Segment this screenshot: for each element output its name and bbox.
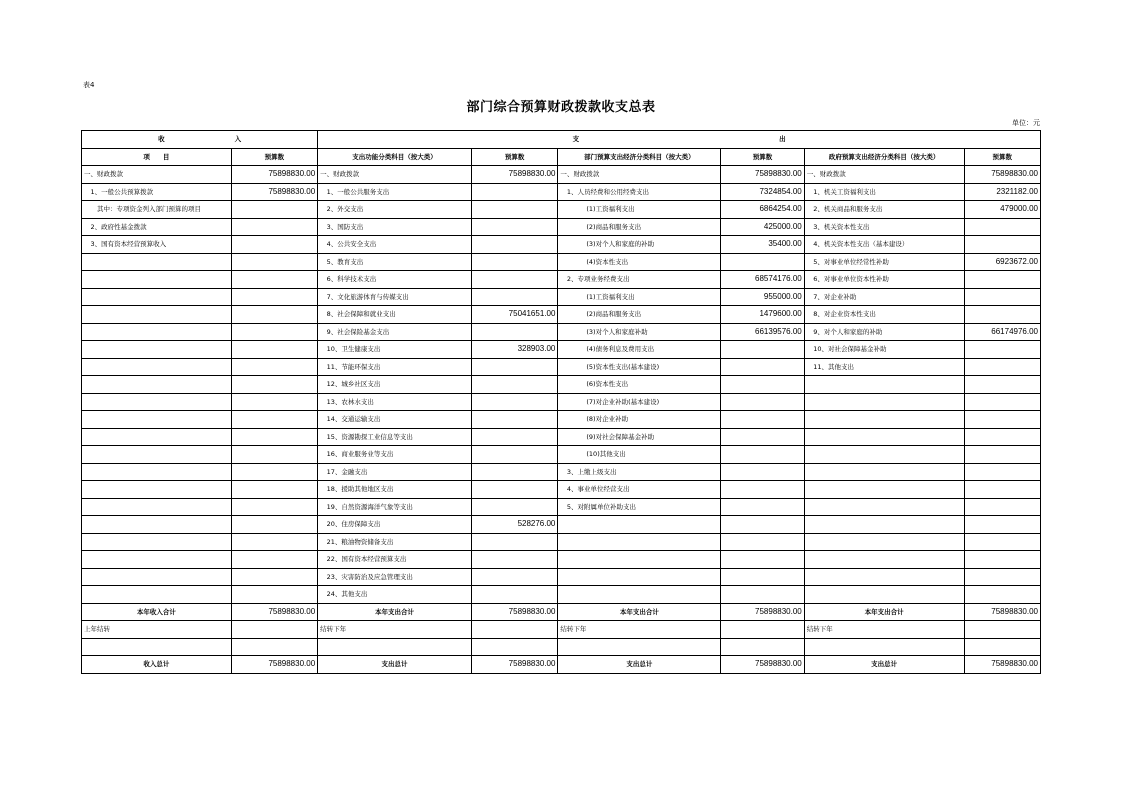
item-label-cell: 6、对事业单位资本性补助 <box>804 271 964 289</box>
budget-value-cell <box>471 236 558 254</box>
budget-value-cell <box>471 568 558 586</box>
budget-value-cell: 68574176.00 <box>721 271 804 289</box>
item-label-cell <box>804 586 964 604</box>
budget-value-cell <box>471 586 558 604</box>
budget-value-cell <box>471 411 558 429</box>
item-label-cell <box>82 568 232 586</box>
income-section-header <box>82 131 318 149</box>
budget-value-cell: 2321182.00 <box>964 183 1040 201</box>
table-row <box>82 376 1041 394</box>
item-label-cell: (3)对个人和家庭补助 <box>558 323 721 341</box>
budget-value-cell <box>964 551 1040 569</box>
item-label-cell <box>804 376 964 394</box>
budget-value-cell <box>231 533 318 551</box>
table-row <box>82 586 1041 604</box>
budget-value-cell <box>231 428 318 446</box>
budget-value-cell <box>721 463 804 481</box>
item-label-cell: (5)资本性支出(基本建设) <box>558 358 721 376</box>
item-label-cell: 4、事业单位经营支出 <box>558 481 721 499</box>
item-label-cell: (10)其他支出 <box>558 446 721 464</box>
budget-value-cell <box>964 288 1040 306</box>
table-row <box>82 341 1041 359</box>
budget-value-cell <box>721 568 804 586</box>
item-label-cell: 13、农林水支出 <box>318 393 472 411</box>
table-row <box>82 218 1041 236</box>
item-label-cell: (4)债务利息及费用支出 <box>558 341 721 359</box>
budget-value-cell <box>471 201 558 219</box>
item-label-cell <box>804 446 964 464</box>
item-label-cell: 22、国有资本经营预算支出 <box>318 551 472 569</box>
item-label-cell <box>804 533 964 551</box>
budget-value-cell <box>471 446 558 464</box>
carry-over-row <box>82 621 1041 639</box>
item-label-cell: (9)对社会保障基金补助 <box>558 428 721 446</box>
budget-value-cell <box>964 218 1040 236</box>
table-row <box>82 516 1041 534</box>
table-row <box>82 463 1041 481</box>
item-label-cell: 1、一般公共服务支出 <box>318 183 472 201</box>
table-row <box>82 498 1041 516</box>
budget-value-cell <box>721 586 804 604</box>
item-label-cell: 7、文化旅游体育与传媒支出 <box>318 288 472 306</box>
grand-totals-row <box>82 656 1041 674</box>
item-label-cell: 11、节能环保支出 <box>318 358 472 376</box>
budget-value-cell <box>721 498 804 516</box>
grand-total-label: 支出总计 <box>558 656 721 674</box>
budget-value-cell <box>231 481 318 499</box>
budget-value-cell: 955000.00 <box>721 288 804 306</box>
budget-value-cell <box>231 341 318 359</box>
column-header: 支出功能分类科目（按大类） <box>318 148 472 166</box>
total-label: 本年支出合计 <box>318 603 472 621</box>
budget-value-cell <box>471 183 558 201</box>
budget-value-cell <box>231 358 318 376</box>
budget-value-cell: 66139576.00 <box>721 323 804 341</box>
grand-total-label: 支出总计 <box>318 656 472 674</box>
item-label-cell: 4、机关资本性支出（基本建设） <box>804 236 964 254</box>
budget-value-cell <box>471 271 558 289</box>
item-label-cell <box>558 568 721 586</box>
budget-value-cell <box>964 271 1040 289</box>
item-label-cell <box>804 498 964 516</box>
item-label-cell <box>82 253 232 271</box>
income-section-char-2: 入 <box>234 135 242 144</box>
budget-value-cell <box>231 271 318 289</box>
table-row <box>82 428 1041 446</box>
item-label-cell: 3、国有资本经营预算收入 <box>82 236 232 254</box>
item-label-cell: 10、卫生健康支出 <box>318 341 472 359</box>
budget-value-cell <box>471 253 558 271</box>
unit-label: 单位：元 <box>1012 119 1040 127</box>
item-label-cell: 4、公共安全支出 <box>318 236 472 254</box>
carry-value <box>471 621 558 639</box>
carry-value <box>721 621 804 639</box>
item-label-cell <box>804 411 964 429</box>
table-row <box>82 533 1041 551</box>
item-label-cell: 15、资源勘探工业信息等支出 <box>318 428 472 446</box>
item-label-cell: 其中：专项资金列入部门预算的项目 <box>82 201 232 219</box>
budget-value-cell <box>964 358 1040 376</box>
total-value: 75898830.00 <box>721 603 804 621</box>
expense-section-char-2: 出 <box>779 135 786 144</box>
item-label-cell: (8)对企业补助 <box>558 411 721 429</box>
column-header: 部门预算支出经济分类科目（按大类） <box>558 148 721 166</box>
budget-value-cell <box>721 551 804 569</box>
budget-value-cell <box>231 551 318 569</box>
budget-value-cell <box>964 393 1040 411</box>
budget-value-cell <box>471 376 558 394</box>
table-body <box>82 166 1041 604</box>
budget-value-cell <box>721 446 804 464</box>
budget-value-cell: 66174976.00 <box>964 323 1040 341</box>
budget-value-cell <box>231 323 318 341</box>
budget-value-cell <box>964 586 1040 604</box>
budget-value-cell: 75898830.00 <box>471 166 558 184</box>
item-label-cell <box>804 516 964 534</box>
budget-value-cell: 75041651.00 <box>471 306 558 324</box>
budget-value-cell: 6923672.00 <box>964 253 1040 271</box>
budget-value-cell <box>964 516 1040 534</box>
column-header: 预算数 <box>231 148 318 166</box>
budget-value-cell <box>964 533 1040 551</box>
budget-value-cell <box>721 533 804 551</box>
item-label-cell: 1、一般公共预算拨款 <box>82 183 232 201</box>
total-value: 75898830.00 <box>471 603 558 621</box>
budget-value-cell <box>471 323 558 341</box>
budget-value-cell <box>231 463 318 481</box>
grand-total-value: 75898830.00 <box>231 656 318 674</box>
table-number: 表4 <box>83 81 95 89</box>
budget-value-cell <box>471 533 558 551</box>
budget-value-cell <box>964 411 1040 429</box>
budget-value-cell <box>964 341 1040 359</box>
item-label-cell: (1)工资福利支出 <box>558 201 721 219</box>
budget-value-cell <box>471 498 558 516</box>
column-header: 预算数 <box>721 148 804 166</box>
item-label-cell <box>82 341 232 359</box>
item-label-cell: (4)资本性支出 <box>558 253 721 271</box>
budget-table <box>81 130 1041 674</box>
budget-value-cell <box>231 236 318 254</box>
table-row <box>82 446 1041 464</box>
item-label-cell <box>82 358 232 376</box>
budget-value-cell <box>721 516 804 534</box>
item-label-cell <box>804 551 964 569</box>
item-label-cell: 8、社会保障和就业支出 <box>318 306 472 324</box>
item-label-cell: (1)工资福利支出 <box>558 288 721 306</box>
item-label-cell: 19、自然资源海洋气象等支出 <box>318 498 472 516</box>
item-label-cell <box>82 306 232 324</box>
item-label-cell: 2、外交支出 <box>318 201 472 219</box>
year-totals-row <box>82 603 1041 621</box>
item-label-cell: 2、专项业务经费支出 <box>558 271 721 289</box>
budget-value-cell <box>471 358 558 376</box>
column-header-row <box>82 148 1041 166</box>
budget-value-cell <box>964 376 1040 394</box>
budget-value-cell <box>471 288 558 306</box>
item-label-cell <box>82 411 232 429</box>
item-label-cell: 5、对附属单位补助支出 <box>558 498 721 516</box>
item-label-cell <box>558 586 721 604</box>
grand-total-value: 75898830.00 <box>471 656 558 674</box>
item-label-cell <box>82 323 232 341</box>
item-label-cell <box>82 516 232 534</box>
table-row <box>82 306 1041 324</box>
table-row <box>82 253 1041 271</box>
item-label-cell <box>82 271 232 289</box>
table-row <box>82 201 1041 219</box>
table-row <box>82 481 1041 499</box>
item-label-cell: 5、对事业单位经常性补助 <box>804 253 964 271</box>
grand-total-label: 收入总计 <box>82 656 232 674</box>
table-row <box>82 568 1041 586</box>
item-label-cell: 一、财政拨款 <box>82 166 232 184</box>
item-label-cell: (7)对企业补助(基本建设) <box>558 393 721 411</box>
budget-value-cell <box>721 341 804 359</box>
budget-value-cell: 75898830.00 <box>231 166 318 184</box>
budget-value-cell <box>964 568 1040 586</box>
item-label-cell <box>82 586 232 604</box>
item-label-cell: 17、金融支出 <box>318 463 472 481</box>
item-label-cell: (3)对个人和家庭的补助 <box>558 236 721 254</box>
item-label-cell <box>82 463 232 481</box>
item-label-cell: 16、商业服务业等支出 <box>318 446 472 464</box>
item-label-cell: (6)资本性支出 <box>558 376 721 394</box>
item-label-cell: 一、财政拨款 <box>558 166 721 184</box>
carry-value <box>964 621 1040 639</box>
item-label-cell: 3、机关资本性支出 <box>804 218 964 236</box>
total-label: 本年支出合计 <box>804 603 964 621</box>
budget-value-cell <box>231 446 318 464</box>
budget-value-cell: 35400.00 <box>721 236 804 254</box>
item-label-cell: 一、财政拨款 <box>318 166 472 184</box>
item-label-cell <box>82 393 232 411</box>
budget-value-cell <box>721 376 804 394</box>
budget-value-cell <box>231 306 318 324</box>
table-row <box>82 393 1041 411</box>
budget-value-cell <box>471 463 558 481</box>
budget-value-cell: 6864254.00 <box>721 201 804 219</box>
carry-label: 结转下年 <box>318 621 472 639</box>
budget-value-cell: 479000.00 <box>964 201 1040 219</box>
table-row <box>82 551 1041 569</box>
item-label-cell: 3、上缴上级支出 <box>558 463 721 481</box>
budget-value-cell <box>964 428 1040 446</box>
budget-value-cell <box>471 481 558 499</box>
budget-value-cell <box>471 551 558 569</box>
budget-value-cell: 425000.00 <box>721 218 804 236</box>
budget-value-cell <box>964 306 1040 324</box>
budget-value-cell <box>471 428 558 446</box>
budget-value-cell <box>964 446 1040 464</box>
budget-value-cell <box>231 376 318 394</box>
item-label-cell <box>82 533 232 551</box>
column-header: 预算数 <box>471 148 558 166</box>
item-label-cell: 23、灾害防治及应急管理支出 <box>318 568 472 586</box>
budget-value-cell <box>721 428 804 446</box>
column-header: 项 目 <box>82 148 232 166</box>
item-label-cell <box>804 463 964 481</box>
table-row <box>82 236 1041 254</box>
page-title: 部门综合预算财政拨款收支总表 <box>466 100 656 115</box>
table-row <box>82 411 1041 429</box>
table-row <box>82 183 1041 201</box>
table-row <box>82 358 1041 376</box>
item-label-cell: 9、对个人和家庭的补助 <box>804 323 964 341</box>
budget-value-cell <box>231 516 318 534</box>
item-label-cell: 11、其他支出 <box>804 358 964 376</box>
item-label-cell <box>558 551 721 569</box>
item-label-cell <box>82 376 232 394</box>
total-label: 本年支出合计 <box>558 603 721 621</box>
item-label-cell <box>804 481 964 499</box>
item-label-cell: 2、政府性基金拨款 <box>82 218 232 236</box>
item-label-cell: 1、人员经费和公用经费支出 <box>558 183 721 201</box>
budget-value-cell: 1479600.00 <box>721 306 804 324</box>
table-row <box>82 288 1041 306</box>
item-label-cell: 9、社会保险基金支出 <box>318 323 472 341</box>
item-label-cell: 3、国防支出 <box>318 218 472 236</box>
budget-value-cell <box>964 236 1040 254</box>
carry-value <box>231 621 318 639</box>
item-label-cell <box>82 446 232 464</box>
item-label-cell: (2)商品和服务支出 <box>558 306 721 324</box>
budget-value-cell <box>964 498 1040 516</box>
item-label-cell: 5、教育支出 <box>318 253 472 271</box>
table-row <box>82 166 1041 184</box>
item-label-cell: 1、机关工资福利支出 <box>804 183 964 201</box>
budget-value-cell: 75898830.00 <box>721 166 804 184</box>
item-label-cell <box>804 428 964 446</box>
item-label-cell <box>82 498 232 516</box>
item-label-cell <box>82 428 232 446</box>
item-label-cell: (2)商品和服务支出 <box>558 218 721 236</box>
item-label-cell: 8、对企业资本性支出 <box>804 306 964 324</box>
budget-value-cell <box>721 358 804 376</box>
grand-total-label: 支出总计 <box>804 656 964 674</box>
item-label-cell: 12、城乡社区支出 <box>318 376 472 394</box>
carry-label: 结转下年 <box>804 621 964 639</box>
item-label-cell <box>558 516 721 534</box>
item-label-cell <box>558 533 721 551</box>
item-label-cell: 20、住房保障支出 <box>318 516 472 534</box>
section-header-row <box>82 131 1041 149</box>
expense-section-header <box>318 131 1041 149</box>
income-section-char-1: 收 <box>158 135 165 144</box>
item-label-cell: 2、机关商品和服务支出 <box>804 201 964 219</box>
carry-label: 上年结转 <box>82 621 232 639</box>
budget-value-cell: 528276.00 <box>471 516 558 534</box>
budget-value-cell <box>231 253 318 271</box>
budget-value-cell: 7324854.00 <box>721 183 804 201</box>
budget-value-cell <box>964 463 1040 481</box>
column-header: 预算数 <box>964 148 1040 166</box>
budget-value-cell <box>964 481 1040 499</box>
budget-value-cell <box>231 411 318 429</box>
item-label-cell: 10、对社会保障基金补助 <box>804 341 964 359</box>
blank-row <box>82 638 1041 656</box>
item-label-cell: 一、财政拨款 <box>804 166 964 184</box>
total-value: 75898830.00 <box>231 603 318 621</box>
item-label-cell <box>804 568 964 586</box>
carry-label: 结转下年 <box>558 621 721 639</box>
budget-value-cell <box>471 393 558 411</box>
expense-section-char-1: 支 <box>572 135 580 144</box>
budget-value-cell <box>471 218 558 236</box>
grand-total-value: 75898830.00 <box>721 656 804 674</box>
item-label-cell <box>82 481 232 499</box>
column-header: 政府预算支出经济分类科目（按大类） <box>804 148 964 166</box>
budget-value-cell <box>231 568 318 586</box>
budget-value-cell <box>231 393 318 411</box>
budget-value-cell <box>231 218 318 236</box>
item-label-cell <box>804 393 964 411</box>
budget-value-cell <box>721 481 804 499</box>
total-label: 本年收入合计 <box>82 603 232 621</box>
table-row <box>82 323 1041 341</box>
budget-value-cell <box>231 498 318 516</box>
item-label-cell: 6、科学技术支出 <box>318 271 472 289</box>
item-label-cell <box>82 288 232 306</box>
table-row <box>82 271 1041 289</box>
budget-value-cell <box>231 288 318 306</box>
budget-value-cell: 75898830.00 <box>231 183 318 201</box>
total-value: 75898830.00 <box>964 603 1040 621</box>
budget-value-cell: 75898830.00 <box>964 166 1040 184</box>
item-label-cell: 21、粮油物资储备支出 <box>318 533 472 551</box>
grand-total-value: 75898830.00 <box>964 656 1040 674</box>
item-label-cell: 24、其他支出 <box>318 586 472 604</box>
budget-value-cell <box>231 201 318 219</box>
item-label-cell <box>82 551 232 569</box>
budget-value-cell <box>721 411 804 429</box>
item-label-cell: 14、交通运输支出 <box>318 411 472 429</box>
table-footer <box>82 603 1041 673</box>
budget-value-cell <box>231 586 318 604</box>
item-label-cell: 7、对企业补助 <box>804 288 964 306</box>
budget-value-cell <box>721 253 804 271</box>
budget-value-cell: 328903.00 <box>471 341 558 359</box>
item-label-cell: 18、援助其他地区支出 <box>318 481 472 499</box>
budget-value-cell <box>721 393 804 411</box>
